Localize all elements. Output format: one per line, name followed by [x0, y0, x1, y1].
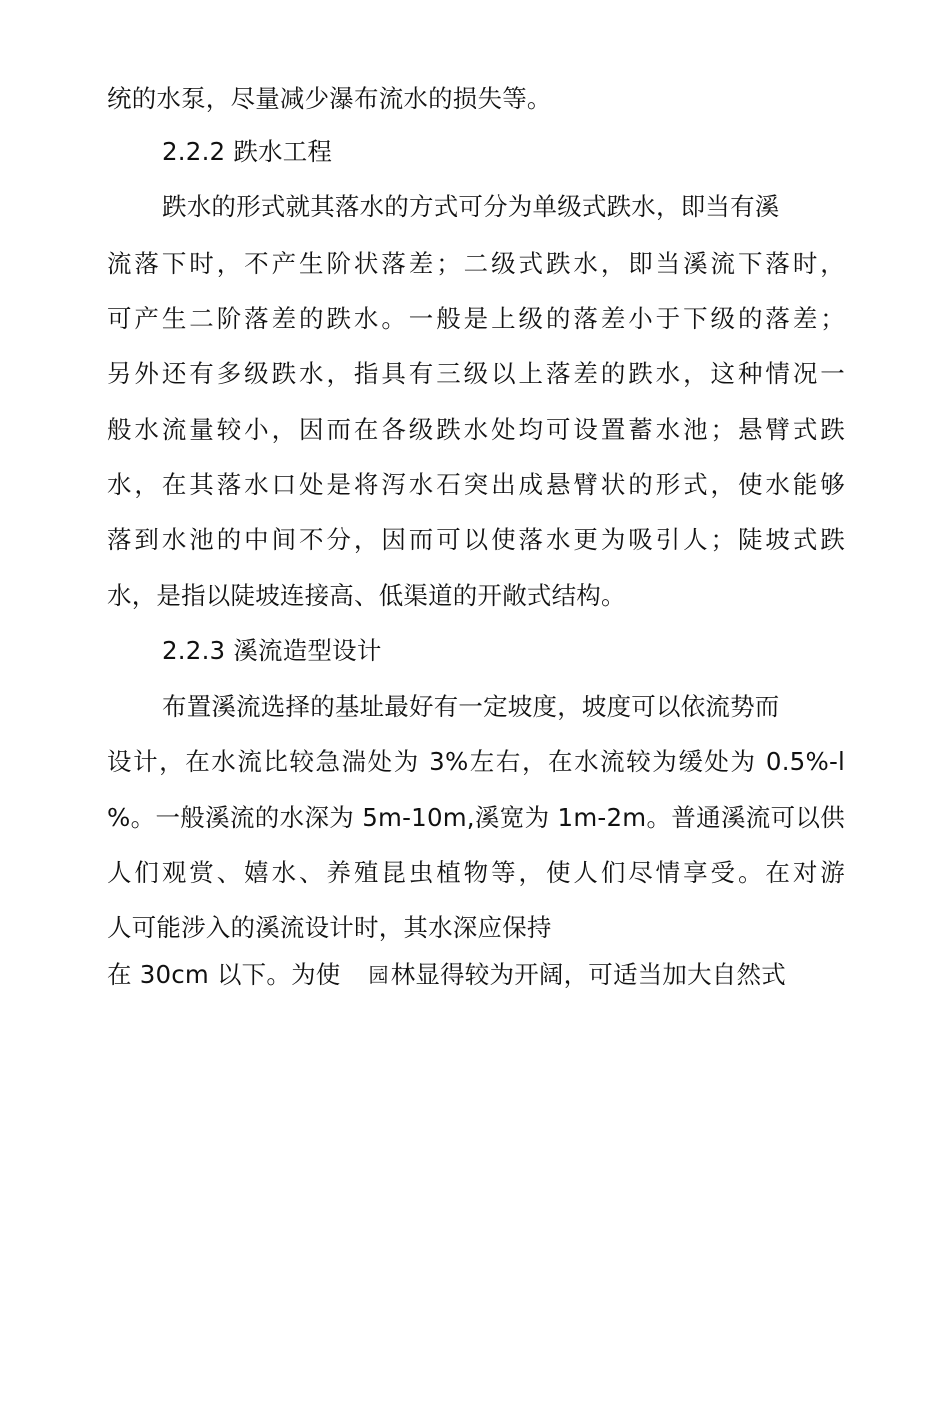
paragraph-line-final	[107, 958, 786, 992]
paragraph-line: 水，在其落水口处是将泻水石突出成悬臂状的形式，使水能够	[107, 470, 845, 499]
paragraph-line: 人们观赏、嬉水、养殖昆虫植物等，使人们尽情享受。在对游	[107, 858, 845, 887]
paragraph-line: 般水流量较小，因而在各级跌水处均可设置蓄水池；悬臂式跌	[107, 415, 845, 444]
paragraph-line: 人可能涉入的溪流设计时，其水深应保持	[107, 913, 552, 942]
paragraph-line: 流落下时，不产生阶状落差；二级式跌水，即当溪流下落时，	[107, 249, 845, 278]
small-character-glyph: 园	[368, 963, 389, 987]
paragraph-line: 布置溪流选择的基址最好有一定坡度，坡度可以依流势而	[162, 692, 780, 721]
section-heading: 2.2.2 跌水工程	[162, 137, 333, 166]
paragraph-line: 统的水泵，尽量减少瀑布流水的损失等。	[107, 84, 552, 113]
paragraph-line: 另外还有多级跌水，指具有三级以上落差的跌水，这种情况一	[107, 359, 845, 388]
paragraph-line: 可产生二阶落差的跌水。一般是上级的落差小于下级的落差；	[107, 304, 845, 333]
final-line-text-before: 在 30cm 以下。为使	[107, 960, 341, 989]
section-heading: 2.2.3 溪流造型设计	[162, 636, 382, 665]
paragraph-line: 设计，在水流比较急湍处为 3%左右，在水流较为缓处为 0.5%-l	[107, 747, 845, 776]
paragraph-line: 水，是指以陡坡连接高、低渠道的开敞式结构。	[107, 581, 626, 610]
paragraph-line: 跌水的形式就其落水的方式可分为单级式跌水，即当有溪	[162, 192, 780, 221]
paragraph-line: %。一般溪流的水深为 5m-10m,溪宽为 1m-2m。普通溪流可以供	[107, 803, 845, 832]
final-line-text-after: 林显得较为开阔，可适当加大自然式	[390, 960, 786, 989]
paragraph-line: 落到水池的中间不分，因而可以使落水更为吸引人；陡坡式跌	[107, 525, 845, 554]
